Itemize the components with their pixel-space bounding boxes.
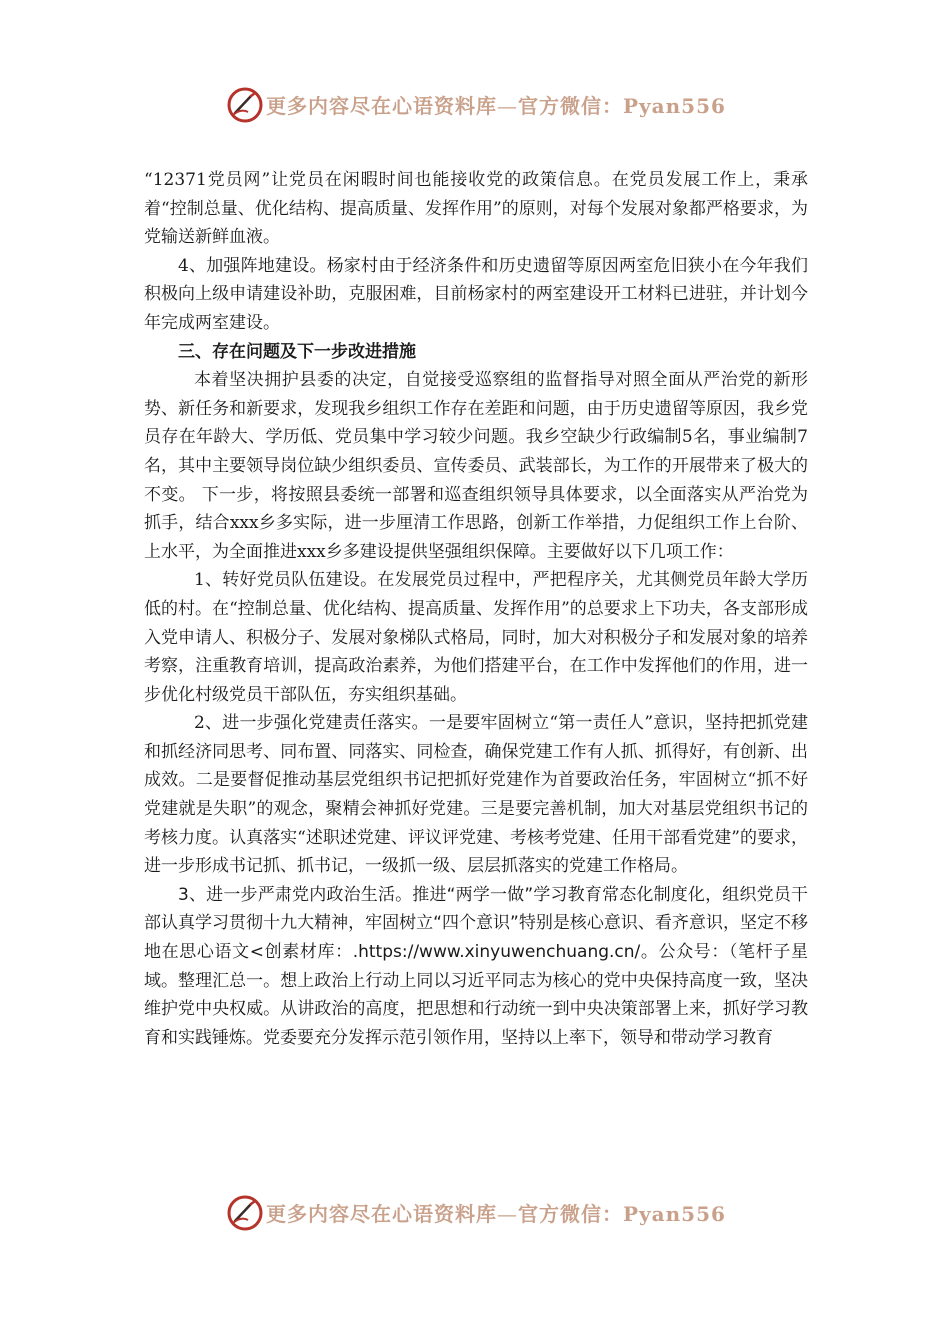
- pen-circle-logo-icon: [226, 1194, 264, 1232]
- header-watermark-banner: [0, 80, 950, 130]
- paragraph-2: 4、加强阵地建设。杨家村由于经济条件和历史遗留等原因两室危旧狭小在今年我们积极向上级申请建设补助，克服困难，目前杨家村的两室建设开工材料已进驻，并计划今年完成两室建设。: [144, 255, 808, 333]
- paragraph-4: 1、转好党员队伍建设。在发展党员过程中，严把程序关，尤其侧党员年龄大学历低的村。在“控制总量、优化结构、提高质量、发挥作用”的总要求上下功夫，各支部形成入党申请人、积极分子、发展对象梯队式格局，同时，加大对积极分子和发展对象的培养考察，注重教育培训，提高政治素养，为他们搭建平台，在工作中发挥他们的作用，进一步优化村级党员干部队伍，夯实组织基础。: [144, 570, 808, 705]
- pen-circle-logo-icon: [226, 86, 264, 124]
- banner-separator: —: [497, 94, 518, 118]
- banner-wechat-text: 官方微信：Pyan556: [518, 94, 726, 118]
- banner-text: [266, 90, 726, 119]
- banner-separator: —: [497, 1202, 518, 1226]
- document-body: [144, 166, 808, 1052]
- paragraph-6: 3、进一步严肃党内政治生活。推进“两学一做”学习教育常态化制度化，组织党员干部认真学习贯彻十九大精神，牢固树立“四个意识”特别是核心意识、看齐意识，坚定不移地在思心语文<创素材库：.https://www.xinyuwenchuang.cn/。公众号：（笔杆子星域。整理汇总一。想上政治上行动上同以习近平同志为核心的党中央保持高度一致，坚决维护党中央权威。从讲政治的高度，把思想和行动统一到中央决策部署上来，抓好学习教育和实践锤炼。党委要充分发挥示范引领作用，坚持以上率下，领导和带动学习教育: [144, 884, 808, 1048]
- banner-text: [266, 1198, 726, 1227]
- footer-watermark-banner: [0, 1188, 950, 1238]
- banner-main-text: 更多内容尽在心语资料库: [266, 94, 497, 118]
- paragraph-3: 本着坚决拥护县委的决定，自觉接受巡察组的监督指导对照全面从严治党的新形势、新任务和新要求，发现我乡组织工作存在差距和问题，由于历史遗留等原因，我乡党员存在年龄大、学历低、党员集中学习较少问题。我乡空缺少行政编制5名，事业编制7名，其中主要领导岗位缺少组织委员、宣传委员、武装部长，为工作的开展带来了极大的不变。 下一步，将按照县委统一部署和巡查组织领导具体要求，以全面落实从严治党为抓手，结合xxx乡多实际，进一步厘清工作思路，创新工作举措，力促组织工作上台阶、上水平，为全面推进xxx乡多建设提供坚强组织保障。主要做好以下几项工作：: [144, 370, 808, 562]
- paragraph-5: 2、进一步强化党建责任落实。一是要牢固树立“第一责任人”意识，坚持把抓党建和抓经济同思考、同布置、同落实、同检查，确保党建工作有人抓、抓得好，有创新、出成效。二是要督促推动基层党组织书记把抓好党建作为首要政治任务，牢固树立“抓不好党建就是失职”的观念，聚精会神抓好党建。三是要完善机制，加大对基层党组织书记的考核力度。认真落实“述职述党建、评议评党建、考核考党建、任用干部看党建”的要求，进一步形成书记抓、抓书记，一级抓一级、层层抓落实的党建工作格局。: [144, 713, 808, 877]
- banner-main-text: 更多内容尽在心语资料库: [266, 1202, 497, 1226]
- paragraph-1: “12371党员网”让党员在闲暇时间也能接收党的政策信息。在党员发展工作上，秉承着“控制总量、优化结构、提高质量、发挥作用”的原则，对每个发展对象都严格要求，为党输送新鲜血液。: [144, 170, 808, 248]
- banner-wechat-text: 官方微信：Pyan556: [518, 1202, 726, 1226]
- section-heading: 三、存在问题及下一步改进措施: [178, 341, 416, 362]
